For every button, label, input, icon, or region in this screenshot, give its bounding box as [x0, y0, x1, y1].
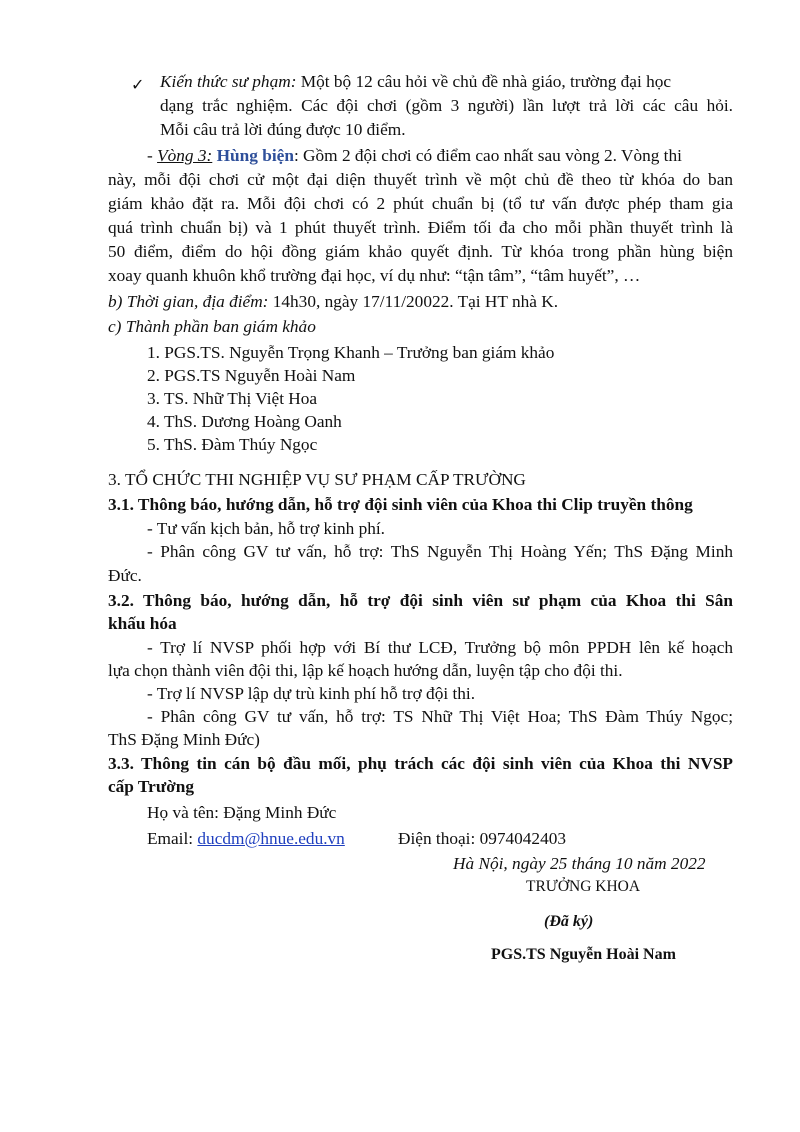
email-label: Email:	[147, 829, 198, 848]
giam-khao-item: 5. ThS. Đàm Thúy Ngọc	[147, 435, 318, 454]
section31-item-2-line-2: Đức.	[108, 566, 142, 585]
check-icon: ✓	[131, 75, 145, 94]
contact-phone: Điện thoại: 0974042403	[398, 829, 566, 848]
section33-heading-line-2: cấp Trường	[108, 777, 195, 796]
section31-item-1: - Tư vấn kịch bản, hỗ trợ kinh phí.	[147, 519, 386, 538]
vong3-line-4: quá trình chuẩn bị) và 1 phút thuyết trình. Điểm tối đa cho mỗi phần thuyết trình là	[108, 218, 733, 237]
giam-khao-item: 1. PGS.TS. Nguyễn Trọng Khanh – Trưởng ban giám khảo	[147, 343, 555, 362]
giam-khao-item: 3. TS. Nhữ Thị Việt Hoa	[147, 389, 318, 408]
signed-note: (Đã ký)	[544, 913, 594, 930]
vong3-line-6: xoay quanh khuôn khổ trường đại học, ví dụ như: “tận tâm”, “tâm huyết”, …	[108, 266, 641, 285]
kien-thuc-line-1	[160, 70, 671, 94]
section33-heading-line-1: 3.3. Thông tin cán bộ đầu mối, phụ trách các đội sinh viên của Khoa thi NVSP	[108, 754, 733, 773]
vong3-text-1: : Gồm 2 đội chơi có điểm cao nhất sau vòng 2. Vòng thi	[293, 146, 682, 165]
vong3-line-3: giám khảo đặt ra. Mỗi đội chơi có 2 phút chuẩn bị (tổ tư vấn được phép tham gia	[108, 194, 733, 213]
section31-item-2-line-1: - Phân công GV tư vấn, hỗ trợ: ThS Nguyễn Thị Hoàng Yến; ThS Đặng Minh	[147, 542, 733, 561]
ban-giam-khao-heading: c) Thành phần ban giám khảo	[108, 317, 316, 336]
thoi-gian-value: 14h30, ngày 17/11/20022. Tại HT nhà K.	[268, 292, 559, 311]
kien-thuc-text-1: Một bộ 12 câu hỏi về chủ đề nhà giáo, trường đại học	[296, 72, 672, 91]
section32-heading-line-2: khấu hóa	[108, 614, 177, 633]
vong3-line-5: 50 điểm, điểm do hội đồng giám khảo quyết định. Từ khóa trong phần hùng biện	[108, 242, 733, 261]
section32-item-1-line-2: lựa chọn thành viên đội thi, lập kế hoạch hướng dẫn, luyện tập cho đội thi.	[108, 661, 623, 680]
thoi-gian-label: b) Thời gian, địa điểm:	[108, 292, 269, 311]
kien-thuc-line-2: dạng trắc nghiệm. Các đội chơi (gồm 3 người) lần lượt trả lời các câu hỏi.	[160, 96, 733, 115]
vong3-title: Hùng biện	[216, 146, 294, 165]
thoi-gian-line	[108, 290, 558, 314]
giam-khao-item: 4. ThS. Dương Hoàng Oanh	[147, 412, 342, 431]
contact-email-line	[147, 827, 345, 851]
section32-item-3-line-1: - Phân công GV tư vấn, hỗ trợ: TS Nhữ Thị Việt Hoa; ThS Đàm Thúy Ngọc;	[147, 707, 733, 726]
kien-thuc-line-3: Mỗi câu trả lời đúng được 10 điểm.	[160, 120, 406, 139]
email-link[interactable]: ducdm@hnue.edu.vn	[197, 829, 345, 848]
section32-heading-line-1: 3.2. Thông báo, hướng dẫn, hỗ trợ đội sinh viên sư phạm của Khoa thi Sân	[108, 591, 733, 610]
section32-item-1-line-1: - Trợ lí NVSP phối hợp với Bí thư LCĐ, Trưởng bộ môn PPDH lên kế hoạch	[147, 638, 733, 657]
kien-thuc-label: Kiến thức sư phạm:	[160, 72, 297, 91]
section32-item-2: - Trợ lí NVSP lập dự trù kinh phí hỗ trợ đội thi.	[147, 684, 476, 703]
vong3-line-2: này, mỗi đội chơi cử một đại diện thuyết trình về một chủ đề theo từ khóa do ban	[108, 170, 733, 189]
place-date: Hà Nội, ngày 25 tháng 10 năm 2022	[453, 854, 706, 873]
contact-name: Họ và tên: Đặng Minh Đức	[147, 803, 337, 822]
signer-name: PGS.TS Nguyễn Hoài Nam	[491, 946, 676, 963]
signer-title: TRƯỞNG KHOA	[526, 878, 641, 895]
giam-khao-item: 2. PGS.TS Nguyễn Hoài Nam	[147, 366, 356, 385]
section32-item-3-line-2: ThS Đặng Minh Đức)	[108, 730, 260, 749]
section31-heading: 3.1. Thông báo, hướng dẫn, hỗ trợ đội sinh viên của Khoa thi Clip truyền thông	[108, 495, 693, 514]
vong3-dash: -	[147, 146, 158, 165]
vong3-label: Vòng 3:	[157, 146, 213, 165]
section3-heading: 3. TỔ CHỨC THI NGHIỆP VỤ SƯ PHẠM CẤP TRƯỜNG	[108, 470, 526, 489]
vong3-line-1	[147, 144, 682, 168]
